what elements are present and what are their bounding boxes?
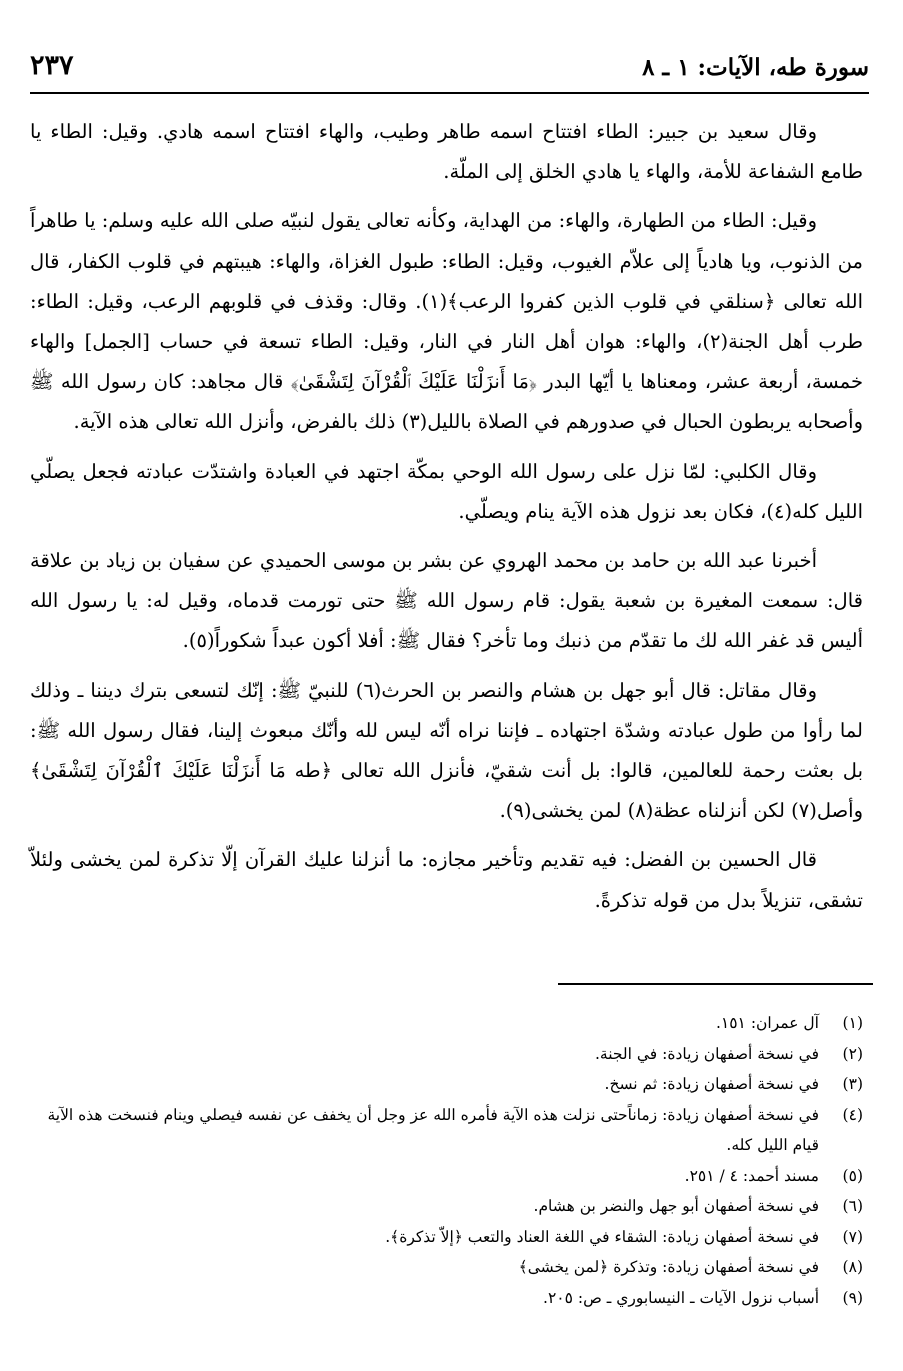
paragraph: قال الحسين بن الفضل: فيه تقديم وتأخير مجازه: ما أنزلنا عليك القرآن إلّا تذكرة لمن يخشى ولئلاّ تشقى، تنزيلاً بدل من قوله تذكرةً. [30,848,863,912]
footnote-separator [558,983,873,985]
footnote-text: في نسخة أصفهان زيادة: وتذكرة ﴿لمن يخشى﴾ [518,1258,819,1276]
footnote [30,1222,863,1253]
footnote-number: (٩) [842,1288,863,1307]
footnote-text: آل عمران: ١٥١. [715,1014,819,1032]
footnote-number: (١) [842,1014,863,1032]
footnotes [30,1008,863,1313]
footnote-number: (٧) [842,1227,863,1246]
page-number: ٢٣٧ [30,50,74,81]
footnote-number: (٥) [842,1166,863,1185]
paragraph: وقال الكلبي: لمّا نزل على رسول الله الوحي بمكّة اجتهد في العبادة واشتدّت عبادته فجعل يصلّي الليل كله(٤)، فكان بعد نزول هذه الآية ينام ويصلّي. [30,459,863,523]
footnote [30,1039,863,1070]
header-rule [30,92,869,94]
main-text [30,112,863,930]
footnote [30,1191,863,1222]
footnote [30,1252,863,1283]
footnote-text: أسباب نزول الآيات ـ النيسابوري ـ ص: ٢٠٥. [543,1288,819,1307]
paragraph: وقيل: الطاء من الطهارة، والهاء: من الهداية، وكأنه تعالى يقول لنبيّه صلى الله عليه وسلم: يا طاهراً من الذنوب، ويا هادياً إلى علاّم الغيوب، وقيل: الطاء: طبول الغزاة، والهاء: هيبتهم في قلوب الكفار، قال الله تعالى ﴿سنلقي في قلوب الذين كفروا الرعب﴾(١). وقال: وقذف في قلوبهم الرعب، وقيل: الطاء: طرب أهل الجنة(٢)، والهاء: هوان أهل النار في النار، وقيل: الطاء تسعة في حساب [الجمل] والهاء خمسة، أربعة عشر، ومعناها يا أيّها البدر ﴿مَا أَنزَلْنَا عَلَيْكَ ٱلْقُرْآنَ لِتَشْقَىٰ﴾ قال مجاهد: كان رسول الله ﷺ وأصحابه يربطون الحبال في صدورهم في الصلاة بالليل(٣) ذلك بالفرض، وأنزل الله تعالى هذه الآية. [30,209,863,434]
paragraph: أخبرنا عبد الله بن حامد بن محمد الهروي عن بشر بن موسى الحميدي عن سفيان بن زياد بن علاقة قال: سمعت المغيرة بن شعبة يقول: قام رسول الله ﷺ حتى تورمت قدماه، وقيل له: يا رسول الله أليس قد غفر الله لك ما تقدّم من ذنبك وما تأخر؟ فقال ﷺ: أفلا أكون عبداً شكوراً(٥). [30,549,863,653]
footnote-text: في نسخة أصفهان زيادة: في الجنة. [594,1044,819,1063]
paragraph: وقال مقاتل: قال أبو جهل بن هشام والنصر بن الحرث(٦) للنبيّ ﷺ: إنّك لتسعى بترك ديننا ـ وذلك لما رأوا من طول عبادته وشدّة اجتهاده ـ فإننا نراه أنّه ليس لله وأنّك مبعوث إلينا، فقال رسول الله ﷺ: بل بعثت رحمة للعالمين، قالوا: بل أنت شقيّ، فأنزل الله تعالى ﴿طه مَا أَنزَلْنَا عَلَيْكَ ٱلْقُرْآنَ لِتَشْقَىٰ﴾ وأصل(٧) لكن أنزلناه عظة(٨) لمن يخشى(٩). [30,678,863,823]
footnote [30,1069,863,1100]
footnote-number: (٣) [842,1075,863,1093]
footnote [30,1161,863,1192]
page-header [30,48,869,94]
footnote-text: في نسخة أصفهان زيادة: زماناًحتى نزلت هذه الآية فأمره الله عز وجل أن يخفف عن نفسه فيصلي وينام فنسخت هذه الآية قيام الليل كله. [47,1105,819,1154]
footnote-text: في نسخة أصفهان زيادة: الشقاء في اللغة العناد والتعب ﴿إلاّ تذكرة﴾. [385,1227,819,1246]
footnote [30,1100,863,1161]
surah-title: سورة طه، الآيات: ١ ـ ٨ [642,54,869,81]
footnote-number: (٢) [842,1044,863,1063]
footnote-number: (٨) [842,1258,863,1276]
footnote-text: في نسخة أصفهان أبو جهل والنضر بن هشام. [533,1197,819,1215]
footnote-number: (٦) [842,1197,863,1215]
footnote-text: في نسخة أصفهان زيادة: ثم نسخ. [604,1075,819,1093]
footnote [30,1008,863,1039]
footnote-number: (٤) [842,1105,863,1124]
footnote [30,1283,863,1314]
paragraph: وقال سعيد بن جبير: الطاء افتتاح اسمه طاهر وطيب، والهاء افتتاح اسمه هادي. وقيل: الطاء يا طامع الشفاعة للأمة، والهاء يا هادي الخلق إلى الملّة. [30,120,863,184]
footnote-text: مسند أحمد: ٤ / ٢٥١. [684,1166,819,1185]
